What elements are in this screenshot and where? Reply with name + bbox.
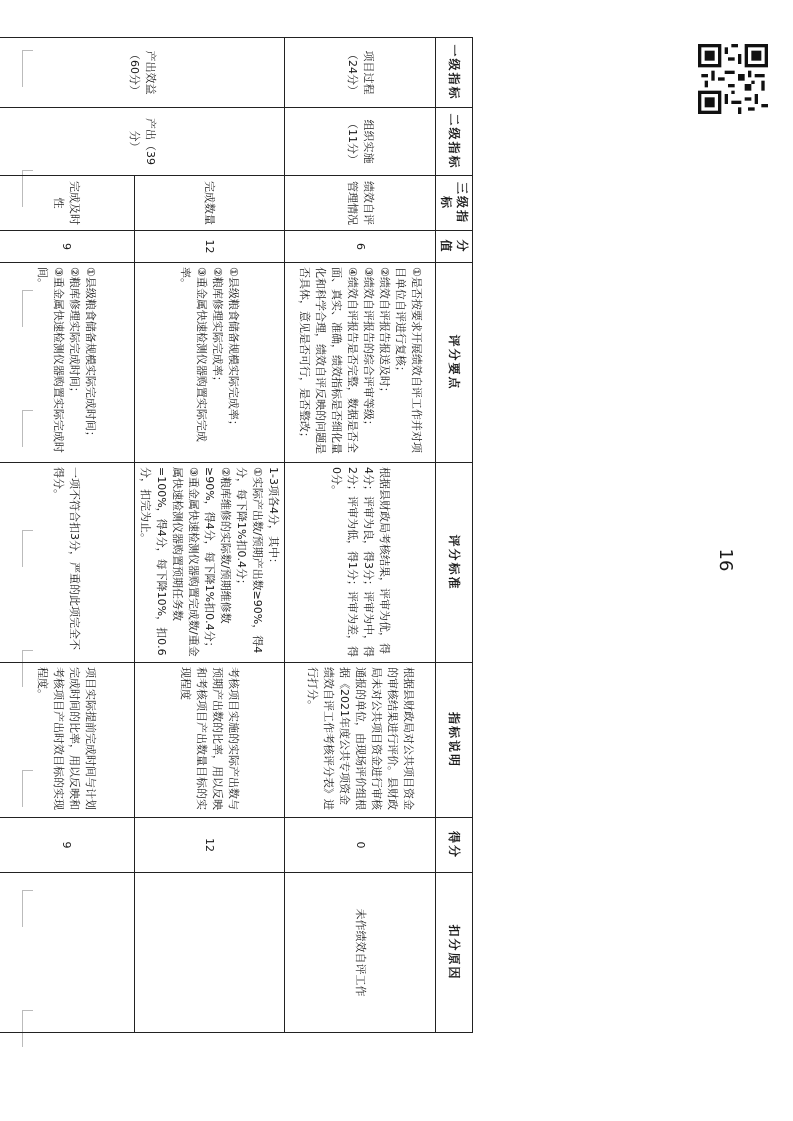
header-cell: 扣分原因 xyxy=(435,873,472,1033)
level3-cell: 完成数量 xyxy=(134,176,285,231)
description-line: 根据县财政局对公共项目资金的审核结果进行评价。县财政局未对公共项目资金进行审核通报的单位，由现场评价组根据《2021年度公共专项资金绩效自评工作考核评分表》进行打分。 xyxy=(306,667,416,810)
header-cell: 分值 xyxy=(435,231,472,263)
point-line: ③绩效自评报告的综合评审等级； xyxy=(362,267,376,431)
qr-code-icon xyxy=(698,44,768,114)
points-cell xyxy=(285,263,436,463)
point-line: ③重金属快速检测仪器购置实际完成率。 xyxy=(179,267,209,442)
description-cell xyxy=(134,663,285,818)
level2-cell: 产出（39分） xyxy=(0,108,285,176)
point-line: ②粮库修理实际完成率； xyxy=(211,267,225,387)
standard-cell xyxy=(134,463,285,663)
description-cell xyxy=(0,663,134,818)
max-score-cell: 6 xyxy=(285,231,436,263)
standard-line: 1-3项各4分，其中： xyxy=(267,467,281,569)
header-cell: 评分要点 xyxy=(435,263,472,463)
table-row xyxy=(0,38,134,1033)
header-cell: 评分标准 xyxy=(435,463,472,663)
table-row xyxy=(134,38,285,1033)
page-number: 16 xyxy=(715,548,736,572)
deduction-reason-cell xyxy=(0,873,134,1033)
point-line: ①县级粮食储备规模实际完成时间； xyxy=(84,267,98,442)
max-score-cell: 9 xyxy=(0,231,134,263)
standard-line: 根据县财政局考核结果，评审为优，得4分；评审为良，得3分；评审为中，得2分；评审为低，得1分；评审为差，得0分。 xyxy=(330,467,392,657)
level2-cell: 组织实施（11分） xyxy=(285,108,436,176)
points-cell xyxy=(134,263,285,463)
level3-cell: 绩效自评管理情况 xyxy=(285,176,436,231)
deduction-reason-cell xyxy=(134,873,285,1033)
description-line: 项目实际提前完成时间与计划完成时间的比率，用以反映和考核项目产出时效目标的实现程度。 xyxy=(36,667,98,810)
point-line: ①县级粮食储备规模实际完成率； xyxy=(227,267,241,431)
standard-line: ②粮库维修的实际数/预期维修数≥90%，得4分，每下降1%扣0.4分； xyxy=(203,467,233,653)
description-line: 考核项目实施的实际产出数与预期产出数的比率，用以反映和考核项目产出数量目标的实现程度 xyxy=(179,667,241,810)
header-cell: 一级指标 xyxy=(435,38,472,108)
header-cell: 三级指标 xyxy=(435,176,472,231)
standard-cell xyxy=(0,463,134,663)
table-row xyxy=(285,38,436,1033)
level1-cell: 项目过程（24分） xyxy=(285,38,436,108)
score-cell: 9 xyxy=(0,818,134,873)
points-cell xyxy=(0,263,134,463)
point-line: ④绩效自评报告是否完整，数据是否全面、真实、准确，绩效指标是否细化量化和科学合理，绩效自评反映的问题是否具体，意见是否可行，是否整改； xyxy=(298,267,360,454)
header-cell: 得分 xyxy=(435,818,472,873)
score-cell: 12 xyxy=(134,818,285,873)
description-cell xyxy=(285,663,436,818)
point-line: ②粮库修理实际完成时间； xyxy=(68,267,82,398)
indicator-table-rotated xyxy=(0,37,473,1032)
table-header-row xyxy=(435,38,472,1033)
point-line: ①是否按要求开展绩效自评工作并对项目单位自评进行复核； xyxy=(394,267,424,453)
level3-cell: 完成及时性 xyxy=(0,176,134,231)
standard-line: ③重金属快速检测仪器购置完成数/重金属快速检测仪器购置预期任务数=100%，得4分，每下降10%，扣0.6分，扣完为止。 xyxy=(139,467,201,657)
header-cell: 指标说明 xyxy=(435,663,472,818)
standard-cell xyxy=(285,463,436,663)
deduction-reason-cell: 未作绩效自评工作 xyxy=(285,873,436,1033)
score-cell: 0 xyxy=(285,818,436,873)
header-cell: 二级指标 xyxy=(435,108,472,176)
point-line: ②绩效自评报告报送及时； xyxy=(378,267,392,398)
level1-cell: 产出效益（60分） xyxy=(0,38,285,108)
standard-line: 一项不符合扣3分，严重的此项完全不得分。 xyxy=(52,467,82,650)
point-line: ③重金属快速检测仪器购置实际完成时间。 xyxy=(36,267,66,453)
max-score-cell: 12 xyxy=(134,231,285,263)
standard-line: ①实际产出数/预期产出数≥90%，得4分，每下降1%扣0.4分； xyxy=(235,467,265,654)
indicator-table xyxy=(0,37,473,1033)
